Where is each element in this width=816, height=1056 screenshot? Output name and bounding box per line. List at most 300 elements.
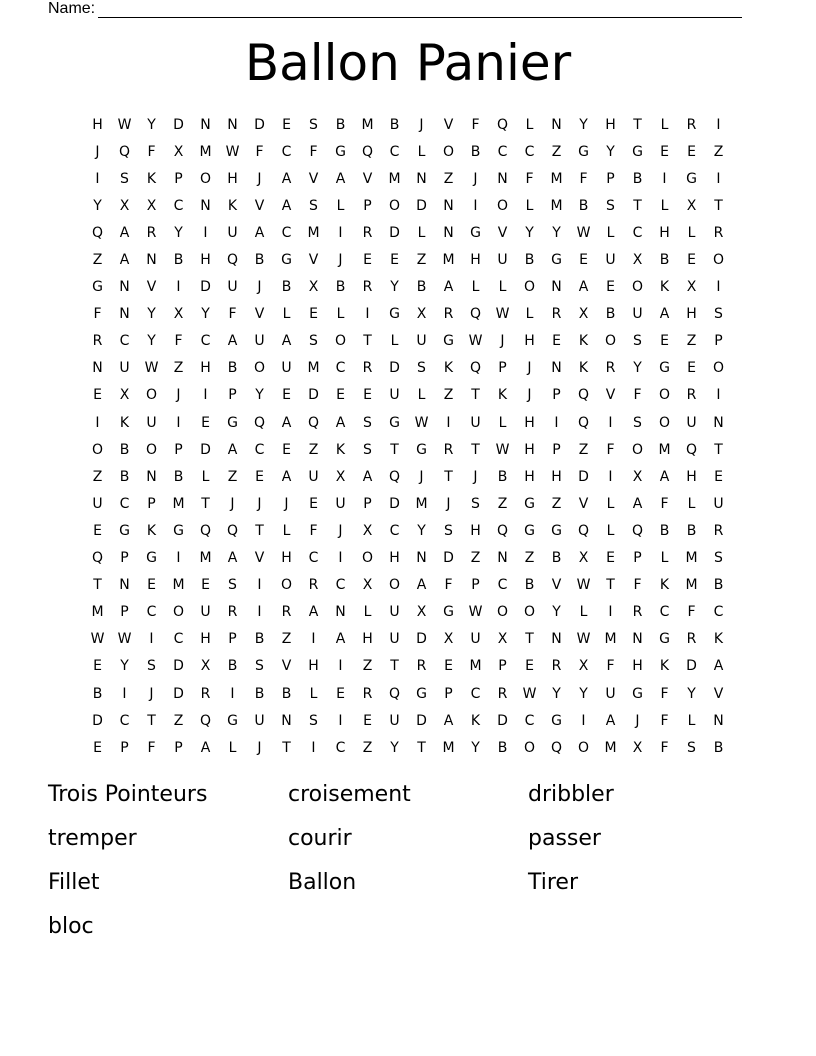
grid-letter: I [608, 414, 613, 431]
grid-letter: G [551, 252, 562, 269]
grid-letter: O [523, 739, 536, 756]
grid-letter: M [469, 658, 482, 675]
grid-row [84, 192, 732, 219]
grid-letter: X [632, 468, 643, 485]
grid-letter: C [281, 224, 292, 241]
grid-letter: J [527, 387, 532, 404]
grid-letter: Y [93, 197, 102, 214]
grid-letter: D [308, 387, 319, 404]
grid-letter: N [227, 116, 238, 133]
grid-letter: Q [226, 252, 239, 269]
grid-letter: X [173, 143, 184, 160]
grid-letter: T [417, 739, 426, 756]
word-list-item: bloc [48, 914, 94, 939]
grid-letter: G [227, 414, 238, 431]
grid-letter: A [281, 414, 292, 431]
grid-letter: U [389, 604, 400, 621]
grid-letter: F [579, 170, 588, 187]
grid-letter: E [714, 468, 723, 485]
grid-letter: T [282, 739, 291, 756]
grid-letter: G [335, 143, 346, 160]
grid-letter: N [443, 224, 454, 241]
grid-letter: B [254, 631, 265, 648]
grid-letter: A [659, 468, 670, 485]
grid-row [84, 734, 732, 761]
grid-letter: L [660, 116, 669, 133]
grid-letter: W [468, 604, 483, 621]
grid-letter: B [281, 685, 292, 702]
grid-letter: X [173, 306, 184, 323]
grid-letter: A [119, 224, 130, 241]
grid-letter: V [362, 170, 373, 187]
grid-letter: N [416, 550, 427, 567]
grid-letter: A [281, 333, 292, 350]
grid-letter: G [416, 441, 427, 458]
grid-letter: L [417, 143, 426, 160]
grid-letter: S [714, 306, 723, 323]
grid-letter: Q [307, 414, 320, 431]
grid-letter: Z [92, 468, 103, 485]
grid-letter: Y [687, 685, 696, 702]
grid-letter: M [307, 360, 320, 377]
grid-letter: P [552, 387, 561, 404]
grid-letter: I [257, 577, 262, 594]
grid-letter: J [500, 333, 505, 350]
grid-letter: A [281, 468, 292, 485]
grid-letter: S [363, 414, 372, 431]
word-list-item: dribbler [528, 782, 614, 807]
grid-letter: B [227, 360, 238, 377]
grid-letter: E [93, 522, 102, 539]
grid-letter: M [604, 739, 617, 756]
grid-row [84, 328, 732, 355]
grid-letter: I [149, 631, 154, 648]
grid-letter: Z [686, 333, 697, 350]
grid-letter: D [173, 116, 184, 133]
grid-letter: H [524, 468, 535, 485]
grid-letter: X [632, 739, 643, 756]
grid-letter: G [173, 522, 184, 539]
grid-letter: E [93, 658, 102, 675]
grid-letter: R [362, 224, 373, 241]
grid-letter: A [659, 306, 670, 323]
grid-letter: T [471, 441, 480, 458]
grid-letter: B [524, 577, 535, 594]
grid-letter: G [443, 333, 454, 350]
grid-letter: P [174, 739, 183, 756]
grid-letter: I [203, 224, 208, 241]
grid-letter: S [363, 441, 372, 458]
grid-row [84, 436, 732, 463]
grid-letter: I [122, 685, 127, 702]
grid-letter: Q [118, 143, 131, 160]
grid-letter: J [338, 252, 343, 269]
grid-letter: R [713, 224, 724, 241]
grid-letter: B [227, 658, 238, 675]
grid-letter: D [578, 468, 589, 485]
grid-letter: I [338, 550, 343, 567]
grid-letter: S [633, 414, 642, 431]
grid-letter: B [659, 522, 670, 539]
grid-letter: G [389, 414, 400, 431]
grid-letter: U [308, 468, 319, 485]
grid-letter: M [388, 170, 401, 187]
grid-letter: H [632, 658, 643, 675]
grid-letter: T [606, 577, 615, 594]
grid-letter: W [117, 631, 132, 648]
grid-letter: H [605, 116, 616, 133]
grid-letter: Z [281, 631, 292, 648]
grid-letter: N [551, 631, 562, 648]
grid-letter: G [551, 522, 562, 539]
grid-letter: E [282, 387, 291, 404]
grid-letter: O [604, 333, 617, 350]
grid-row [84, 572, 732, 599]
grid-letter: Z [362, 739, 373, 756]
grid-letter: U [389, 712, 400, 729]
grid-letter: F [174, 333, 183, 350]
grid-letter: C [389, 522, 400, 539]
grid-letter: E [525, 658, 534, 675]
grid-letter: E [606, 279, 615, 296]
grid-letter: L [471, 279, 480, 296]
grid-letter: B [335, 116, 346, 133]
grid-letter: S [444, 522, 453, 539]
grid-letter: H [524, 441, 535, 458]
grid-letter: Q [577, 387, 590, 404]
grid-row [84, 707, 732, 734]
grid-letter: U [686, 414, 697, 431]
grid-row [84, 165, 732, 192]
grid-letter: N [92, 360, 103, 377]
grid-letter: B [254, 685, 265, 702]
grid-letter: P [228, 387, 237, 404]
grid-letter: S [687, 739, 696, 756]
grid-letter: F [660, 712, 669, 729]
grid-letter: A [281, 170, 292, 187]
grid-letter: N [443, 197, 454, 214]
grid-letter: A [227, 441, 238, 458]
grid-letter: G [686, 170, 697, 187]
grid-letter: G [281, 252, 292, 269]
grid-letter: E [363, 252, 372, 269]
grid-letter: E [687, 143, 696, 160]
grid-letter: E [552, 333, 561, 350]
grid-letter: L [282, 306, 291, 323]
grid-letter: H [659, 224, 670, 241]
grid-letter: X [632, 252, 643, 269]
grid-letter: H [686, 306, 697, 323]
grid-letter: R [92, 333, 103, 350]
grid-letter: X [578, 306, 589, 323]
grid-letter: B [578, 197, 589, 214]
grid-letter: V [254, 197, 265, 214]
grid-letter: O [658, 414, 671, 431]
grid-letter: O [253, 360, 266, 377]
grid-letter: B [605, 306, 616, 323]
grid-letter: Z [497, 495, 508, 512]
grid-letter: W [468, 333, 483, 350]
grid-letter: L [498, 279, 507, 296]
grid-letter: X [146, 197, 157, 214]
grid-letter: F [444, 577, 453, 594]
grid-letter: J [149, 685, 154, 702]
grid-letter: W [90, 631, 105, 648]
grid-letter: W [576, 631, 591, 648]
grid-letter: G [92, 279, 103, 296]
grid-letter: R [443, 441, 454, 458]
grid-letter: N [281, 712, 292, 729]
grid-letter: G [470, 224, 481, 241]
grid-letter: N [200, 116, 211, 133]
grid-letter: G [524, 495, 535, 512]
grid-letter: P [228, 631, 237, 648]
grid-letter: D [416, 712, 427, 729]
grid-letter: C [335, 739, 346, 756]
grid-letter: F [633, 387, 642, 404]
grid-letter: C [497, 577, 508, 594]
grid-letter: K [146, 170, 157, 187]
grid-letter: I [338, 712, 343, 729]
grid-letter: R [416, 658, 427, 675]
grid-letter: P [120, 739, 129, 756]
grid-letter: A [119, 252, 130, 269]
grid-letter: X [335, 468, 346, 485]
grid-letter: Q [631, 522, 644, 539]
grid-letter: M [91, 604, 104, 621]
grid-letter: A [308, 604, 319, 621]
grid-letter: B [497, 468, 508, 485]
grid-letter: A [227, 333, 238, 350]
grid-letter: K [227, 197, 238, 214]
grid-letter: J [635, 712, 640, 729]
grid-row [84, 355, 732, 382]
grid-letter: G [578, 143, 589, 160]
grid-letter: H [200, 631, 211, 648]
grid-letter: O [442, 143, 455, 160]
grid-letter: C [524, 712, 535, 729]
grid-letter: X [578, 658, 589, 675]
grid-letter: C [389, 143, 400, 160]
grid-letter: C [200, 333, 211, 350]
grid-letter: M [442, 739, 455, 756]
grid-letter: I [176, 279, 181, 296]
grid-letter: A [713, 658, 724, 675]
grid-letter: J [527, 360, 532, 377]
grid-letter: W [495, 306, 510, 323]
grid-letter: D [416, 631, 427, 648]
grid-letter: Z [551, 495, 562, 512]
grid-letter: E [660, 333, 669, 350]
grid-letter: R [362, 360, 373, 377]
grid-letter: I [338, 224, 343, 241]
grid-letter: C [281, 143, 292, 160]
grid-letter: N [119, 577, 130, 594]
grid-letter: K [659, 577, 670, 594]
grid-letter: B [632, 170, 643, 187]
grid-letter: D [416, 197, 427, 214]
grid-letter: I [311, 631, 316, 648]
grid-letter: G [119, 522, 130, 539]
grid-letter: A [281, 197, 292, 214]
grid-letter: F [471, 116, 480, 133]
grid-letter: W [495, 441, 510, 458]
grid-letter: Y [390, 739, 399, 756]
grid-letter: P [633, 550, 642, 567]
grid-letter: I [176, 550, 181, 567]
grid-row [84, 517, 732, 544]
grid-letter: O [523, 604, 536, 621]
grid-letter: V [254, 306, 265, 323]
grid-letter: H [389, 550, 400, 567]
grid-letter: L [660, 550, 669, 567]
grid-letter: D [389, 360, 400, 377]
grid-letter: F [660, 739, 669, 756]
grid-letter: H [362, 631, 373, 648]
grid-letter: S [309, 197, 318, 214]
grid-letter: F [525, 170, 534, 187]
grid-letter: Y [579, 116, 588, 133]
grid-letter: S [309, 333, 318, 350]
word-list-item: tremper [48, 826, 137, 851]
grid-letter: R [443, 306, 454, 323]
grid-letter: L [660, 197, 669, 214]
grid-letter: X [119, 197, 130, 214]
grid-letter: Q [469, 306, 482, 323]
grid-letter: C [524, 143, 535, 160]
grid-letter: T [201, 495, 210, 512]
grid-letter: P [714, 333, 723, 350]
grid-letter: Q [199, 712, 212, 729]
grid-letter: S [147, 658, 156, 675]
grid-letter: T [633, 116, 642, 133]
grid-letter: Z [308, 441, 319, 458]
grid-letter: D [92, 712, 103, 729]
grid-letter: O [199, 170, 212, 187]
grid-letter: L [282, 522, 291, 539]
grid-letter: I [338, 658, 343, 675]
grid-letter: T [525, 631, 534, 648]
grid-letter: O [712, 360, 725, 377]
word-list [48, 777, 768, 953]
grid-letter: I [365, 306, 370, 323]
grid-letter: I [716, 116, 721, 133]
grid-letter: V [443, 116, 454, 133]
grid-letter: Q [91, 224, 104, 241]
grid-letter: I [446, 414, 451, 431]
grid-letter: I [662, 170, 667, 187]
grid-letter: L [579, 604, 588, 621]
grid-letter: W [225, 143, 240, 160]
grid-letter: G [659, 631, 670, 648]
grid-letter: X [362, 577, 373, 594]
grid-letter: P [147, 495, 156, 512]
grid-letter: D [389, 224, 400, 241]
grid-letter: O [631, 441, 644, 458]
grid-letter: E [93, 387, 102, 404]
grid-letter: U [605, 685, 616, 702]
grid-letter: D [254, 116, 265, 133]
grid-letter: D [200, 279, 211, 296]
grid-letter: Q [550, 739, 563, 756]
grid-letter: S [417, 360, 426, 377]
grid-letter: R [686, 116, 697, 133]
grid-letter: Y [471, 739, 480, 756]
grid-letter: W [576, 577, 591, 594]
grid-letter: I [95, 414, 100, 431]
grid-letter: K [659, 279, 670, 296]
grid-letter: N [200, 197, 211, 214]
grid-letter: G [227, 712, 238, 729]
grid-letter: H [524, 333, 535, 350]
grid-letter: E [687, 360, 696, 377]
grid-letter: C [119, 333, 130, 350]
grid-letter: G [443, 604, 454, 621]
word-list-item: passer [528, 826, 601, 851]
grid-letter: Q [469, 360, 482, 377]
grid-letter: B [92, 685, 103, 702]
grid-letter: R [713, 522, 724, 539]
grid-letter: V [308, 170, 319, 187]
grid-letter: J [257, 495, 262, 512]
grid-letter: N [551, 360, 562, 377]
grid-letter: J [338, 522, 343, 539]
grid-letter: M [442, 252, 455, 269]
grid-letter: P [174, 441, 183, 458]
grid-letter: D [173, 685, 184, 702]
grid-letter: Z [443, 170, 454, 187]
grid-letter: J [446, 495, 451, 512]
grid-letter: T [444, 468, 453, 485]
grid-letter: G [524, 522, 535, 539]
grid-letter: V [578, 495, 589, 512]
grid-letter: F [309, 143, 318, 160]
grid-letter: J [257, 279, 262, 296]
grid-letter: Y [552, 685, 561, 702]
grid-letter: U [281, 360, 292, 377]
grid-letter: F [147, 739, 156, 756]
grid-letter: L [525, 306, 534, 323]
grid-letter: I [716, 279, 721, 296]
grid-letter: V [551, 577, 562, 594]
grid-letter: B [416, 279, 427, 296]
grid-letter: A [227, 550, 238, 567]
grid-letter: L [417, 387, 426, 404]
grid-letter: B [551, 550, 562, 567]
grid-letter: U [146, 414, 157, 431]
grid-row [84, 490, 732, 517]
grid-letter: J [230, 495, 235, 512]
grid-letter: B [119, 441, 130, 458]
grid-letter: X [308, 279, 319, 296]
grid-letter: E [147, 577, 156, 594]
grid-letter: T [255, 522, 264, 539]
grid-letter: Q [685, 441, 698, 458]
grid-letter: T [363, 333, 372, 350]
grid-letter: X [686, 279, 697, 296]
grid-letter: T [390, 658, 399, 675]
grid-letter: K [578, 333, 589, 350]
grid-letter: B [713, 739, 724, 756]
grid-letter: A [200, 739, 211, 756]
grid-letter: V [308, 252, 319, 269]
grid-letter: L [390, 333, 399, 350]
grid-letter: F [633, 577, 642, 594]
grid-letter: E [201, 577, 210, 594]
grid-letter: U [227, 224, 238, 241]
grid-letter: J [257, 739, 262, 756]
grid-letter: R [497, 685, 508, 702]
